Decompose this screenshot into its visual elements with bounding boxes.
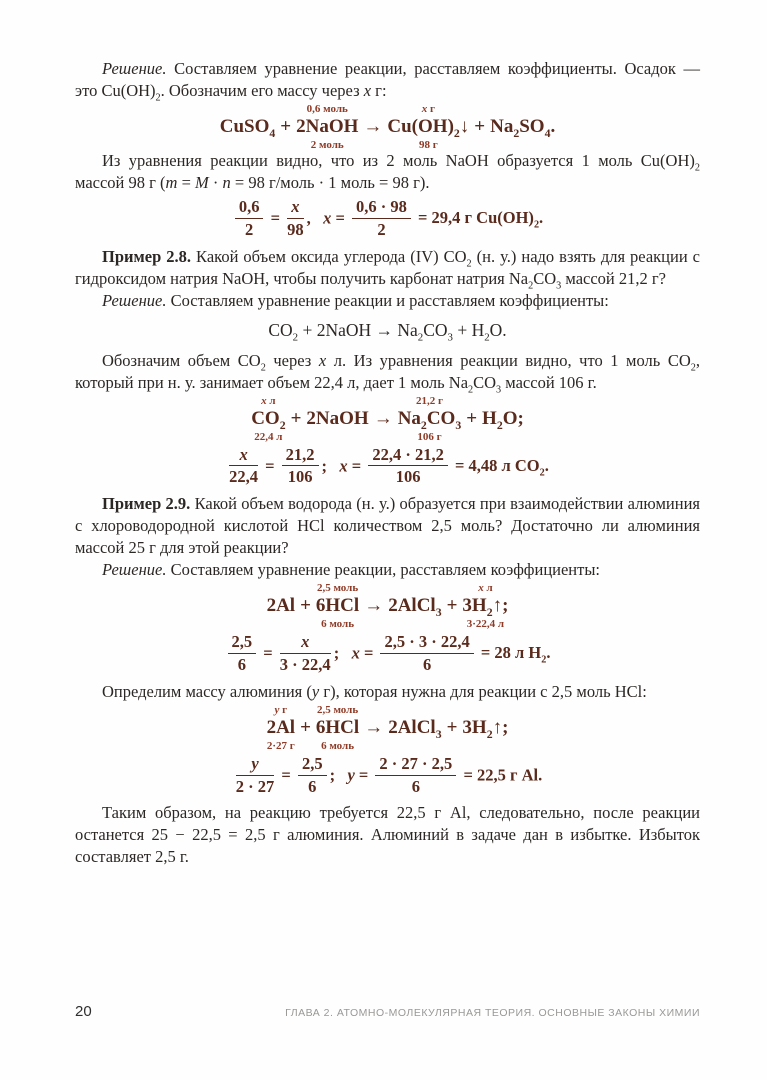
equation-term bbox=[315, 582, 360, 631]
equation-line: $CO_2$ + 2NaOH → $Na_2CO_3 + H_2O$. bbox=[268, 319, 507, 344]
volume-annotation: x л bbox=[261, 394, 276, 407]
equation-term bbox=[462, 582, 509, 631]
equation-term bbox=[482, 407, 524, 432]
formula-text: ; x = bbox=[321, 455, 366, 475]
aluminium-mass-paragraph: Определим массу алюминия (y г), которая нужна для реакции с 2,5 моль HCl: bbox=[102, 681, 647, 701]
equation-term bbox=[306, 409, 368, 428]
term-main: 2AlCl$_3$ bbox=[388, 595, 442, 619]
plus-operator: + bbox=[300, 595, 311, 617]
mass-annotation: 98 г bbox=[418, 139, 438, 151]
fraction-denominator: 2 bbox=[245, 219, 254, 239]
explanation-paragraph-volume: Обозначим объем $CO_2$ через x л. Из уравнения реакции видно, что 1 моль $CO_2$, который при н. у. занимает объем 22,4 л, дает 1 моль $Na_2CO_3$ массой 106 г. bbox=[75, 350, 701, 395]
equation-term bbox=[315, 703, 360, 752]
proportion-formula-3 bbox=[75, 629, 700, 681]
mass-annotation: 21,2 г bbox=[415, 394, 443, 407]
equation-al-hcl-volume bbox=[75, 581, 700, 629]
fraction-denominator: 22,4 bbox=[229, 467, 258, 487]
plus-operator: + bbox=[446, 716, 458, 738]
fraction-numerator: x bbox=[287, 197, 304, 219]
term-main: 2NaOH bbox=[306, 407, 369, 429]
equation-co2-naoh-unannotated bbox=[75, 312, 700, 350]
term-main: 6HCl bbox=[315, 595, 360, 617]
fraction-numerator: 2,5 bbox=[228, 632, 257, 654]
solution-paragraph-2-9: Решение. Составляем уравнение реакции, расставляем коэффициенты: bbox=[102, 560, 601, 580]
fraction bbox=[280, 632, 331, 675]
equation-term bbox=[251, 394, 286, 443]
fraction-numerator: 2,5 · 3 · 22,4 bbox=[380, 632, 473, 654]
solution-paragraph-precipitate: Решение. Составляем уравнение реакции, расставляем коэффициенты. Осадок — это $Cu(OH)_2$. Обозначим его массу через x г: bbox=[75, 59, 700, 104]
equation-term bbox=[266, 703, 296, 752]
term-main: 2Al bbox=[266, 716, 296, 738]
formula-result: = 29,4 г $Cu(OH)_2$. bbox=[413, 208, 544, 231]
equation-cuso4-naoh bbox=[75, 102, 700, 150]
equation-co2-naoh-annotated bbox=[75, 394, 700, 442]
mass-annotation: 106 г bbox=[417, 430, 442, 443]
plus-operator: + bbox=[466, 407, 478, 429]
fraction bbox=[229, 445, 258, 488]
example-2-8-paragraph: Пример 2.8. Какой объем оксида углерода (IV) $CO_2$ (н. у.) надо взять для реакции с гидроксидом натрия NaOH, чтобы получить карбонат натрия $Na_2CO_3$ массой 21,2 г? bbox=[75, 246, 700, 291]
term-main: $Na_2CO_3$ bbox=[397, 407, 462, 432]
term-main: $Na_2SO_4$. bbox=[490, 116, 556, 140]
fraction bbox=[380, 632, 473, 675]
plus-operator: + bbox=[474, 116, 486, 137]
conclusion-paragraph: Таким образом, на реакцию требуется 22,5 г Al, следовательно, после реакции останется 25 − 22,5 = 2,5 г алюминия. Алюминий в задаче дан в избытке. Избыток составляет 2,5 г. bbox=[75, 803, 700, 867]
fraction-numerator: 0,6 · 98 bbox=[352, 197, 411, 219]
fraction-numerator: 21,2 bbox=[282, 445, 319, 467]
fraction bbox=[282, 445, 319, 488]
arrow-operator: → bbox=[363, 116, 383, 137]
plus-operator: + bbox=[280, 116, 292, 137]
mass-annotation: x г bbox=[421, 103, 435, 115]
equation-term bbox=[388, 716, 442, 741]
page-number: 20 bbox=[75, 1003, 92, 1020]
fraction-denominator: 6 bbox=[308, 776, 317, 796]
term-main: $H_2O$; bbox=[482, 407, 524, 432]
mass-annotation: 2·27 г bbox=[266, 739, 295, 752]
fraction-numerator: 2,5 bbox=[298, 754, 327, 776]
fraction bbox=[228, 632, 257, 675]
page-content bbox=[75, 58, 700, 868]
equation-term bbox=[397, 394, 462, 443]
term-main: 2NaOH bbox=[296, 116, 359, 137]
fraction-denominator: 6 bbox=[411, 776, 420, 796]
volume-annotation: 3·22,4 л bbox=[466, 618, 505, 631]
term-main: $3H_2↑$; bbox=[462, 595, 509, 619]
formula-text: = bbox=[261, 455, 279, 475]
fraction-denominator: 106 bbox=[287, 467, 313, 487]
fraction-denominator: 6 bbox=[422, 654, 432, 674]
fraction-numerator: 2 · 27 · 2,5 bbox=[375, 754, 456, 776]
term-main: 2Al bbox=[266, 595, 296, 617]
volume-annotation: 22,4 л bbox=[254, 430, 283, 443]
term-main: 6HCl bbox=[315, 716, 360, 738]
fraction-denominator: 3 · 22,4 bbox=[279, 654, 331, 674]
formula-text: = bbox=[259, 643, 277, 663]
equation-term bbox=[296, 103, 359, 151]
explanation-paragraph-molar-mass: Из уравнения реакции видно, что из 2 моль NaOH образуется 1 моль $Cu(OH)_2$ массой 98 г (m = M · n = 98 г/моль · 1 моль = 98 г). bbox=[75, 151, 700, 192]
formula-text: ; x = bbox=[333, 643, 378, 663]
fraction-denominator: 2 · 27 bbox=[235, 776, 275, 796]
volume-annotation: x л bbox=[478, 582, 493, 595]
term-main: 2AlCl$_3$ bbox=[388, 716, 442, 741]
fraction-numerator: 22,4 · 21,2 bbox=[368, 445, 448, 467]
fraction bbox=[375, 754, 456, 797]
proportion-formula-4 bbox=[75, 751, 700, 803]
amount-annotation: 0,6 моль bbox=[306, 103, 348, 115]
amount-annotation: 6 моль bbox=[321, 739, 355, 752]
fraction-denominator: 6 bbox=[237, 654, 246, 674]
fraction-denominator: 106 bbox=[395, 467, 421, 487]
plus-operator: + bbox=[290, 407, 302, 429]
plus-operator: + bbox=[300, 716, 311, 738]
arrow-operator: → bbox=[373, 407, 393, 429]
fraction bbox=[236, 754, 275, 797]
fraction bbox=[235, 197, 264, 240]
term-main: $3H_2↑$; bbox=[462, 716, 509, 741]
proportion-formula-2 bbox=[75, 442, 700, 494]
term-main: CuSO$_4$ bbox=[219, 116, 276, 140]
formula-text: , x = bbox=[306, 208, 350, 228]
example-2-9-paragraph: Пример 2.9. Какой объем водорода (н. у.) образуется при взаимодействии алюминия с хлороводородной кислотой HCl количеством 2,5 моль? Достаточно ли алюминия массой 25 г для этой реакции? bbox=[75, 494, 700, 558]
fraction bbox=[368, 445, 448, 488]
fraction-denominator: 98 bbox=[287, 219, 304, 239]
equation-term bbox=[462, 716, 509, 741]
amount-annotation: 6 моль bbox=[321, 618, 355, 631]
chapter-running-title: ГЛАВА 2. АТОМНО-МОЛЕКУЛЯРНАЯ ТЕОРИЯ. ОСНОВНЫЕ ЗАКОНЫ ХИМИИ bbox=[285, 1007, 700, 1019]
equation-term bbox=[490, 116, 556, 140]
equation-term bbox=[267, 596, 296, 615]
fraction-numerator: x bbox=[280, 632, 331, 654]
amount-annotation: 2 моль bbox=[310, 139, 344, 151]
formula-text: ; y = bbox=[329, 765, 373, 785]
equation-term bbox=[387, 103, 470, 151]
proportion-formula-1 bbox=[75, 194, 700, 246]
formula-text: = bbox=[266, 208, 285, 228]
term-main: $CO_2$ bbox=[251, 407, 286, 432]
fraction-numerator: y bbox=[236, 754, 275, 776]
formula-result: = 4,48 л $CO_2$. bbox=[450, 455, 549, 479]
equation-al-hcl-mass bbox=[75, 703, 700, 751]
arrow-operator: → bbox=[364, 716, 384, 738]
arrow-operator: → bbox=[364, 595, 384, 617]
fraction-numerator: x bbox=[229, 445, 258, 467]
mass-annotation: y г bbox=[274, 703, 288, 716]
plus-operator: + bbox=[446, 595, 458, 617]
fraction bbox=[352, 197, 411, 240]
amount-annotation: 2,5 моль bbox=[316, 703, 359, 716]
equation-term bbox=[388, 595, 442, 619]
fraction-numerator: 0,6 bbox=[235, 197, 264, 219]
fraction bbox=[287, 197, 304, 240]
fraction-denominator: 2 bbox=[377, 219, 386, 239]
equation-term bbox=[219, 116, 276, 140]
fraction bbox=[298, 754, 327, 797]
formula-result: = 28 л $H_2$. bbox=[476, 643, 551, 666]
formula-text: = bbox=[277, 765, 295, 785]
term-main: $Cu(OH)_2↓$ bbox=[387, 116, 470, 140]
formula-result: = 22,5 г Al. bbox=[459, 765, 543, 785]
solution-paragraph-2-8: Решение. Составляем уравнение реакции и расставляем коэффициенты: bbox=[102, 290, 609, 310]
page-footer bbox=[75, 1003, 700, 1020]
amount-annotation: 2,5 моль bbox=[316, 582, 359, 595]
